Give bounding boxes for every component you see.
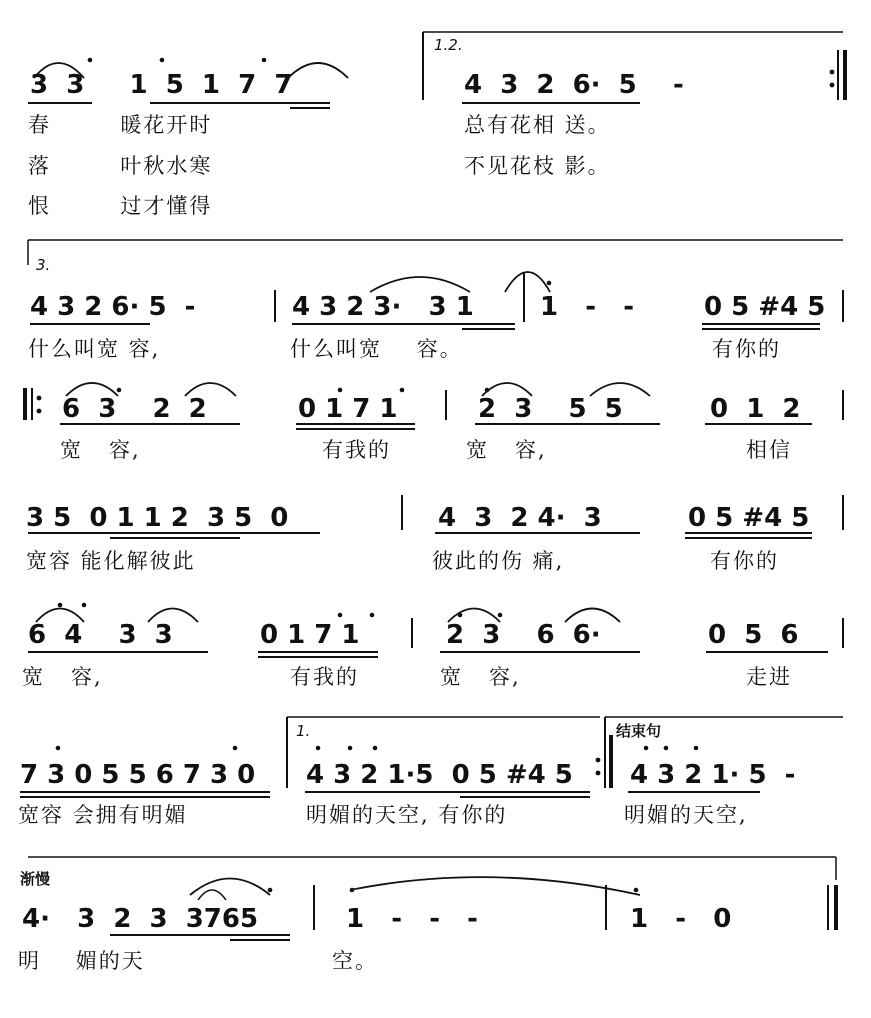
notes-row4-m3: 0 5 #4 5 [688,503,810,533]
lyric-row3-d: 相信 [746,438,792,462]
notes-row1-a: 3 3 1 5 1 7 7 [30,70,293,100]
lyric-row7-b: 空。 [332,949,378,973]
notes-row5-m4: 0 5 6 [708,620,799,650]
notes-row3-m1: 6 3 2 2 [62,394,207,424]
lyric-row5-c: 宽 容, [440,665,521,689]
lyric-line-2: 落 叶秋水寒 [28,154,213,178]
notes-row3-m2: 0 1 7 1 [298,394,398,424]
lyric-row6-a: 宽容 会拥有明媚 [18,803,188,827]
lyric-row3-a: 宽 容, [60,438,141,462]
lyric-row6-c: 明媚的天空, [624,803,748,827]
notes-row5-m2: 0 1 7 1 [260,620,360,650]
notes-row2-m2: 4 3 2 3· 3 1 [292,292,474,322]
notes-row2-m4: 0 5 #4 5 [704,292,826,322]
notes-row5-m3: 2 3 6 6· [446,620,601,650]
notes-row3-m3: 2 3 5 5 [478,394,623,424]
notes-row2-m3: 1 - - [540,292,634,322]
lyric-row4-a: 宽容 能化解彼此 [26,549,196,573]
notes-row5-m1: 6 4 3 3 [28,620,173,650]
notes-row6-m1: 7 3 0 5 5 6 7 3 0 [20,760,256,790]
lyric-row5-b: 有我的 [290,665,359,689]
volta-label: 3. [36,256,51,274]
lyric-row7-a: 明 媚的天 [18,949,145,973]
tempo-marking: 渐慢 [20,870,51,888]
lyric-row3-c: 宽 容, [466,438,547,462]
volta-label: 1. [296,722,311,740]
lyric-row3-b: 有我的 [322,438,391,462]
lyric-row5-d: 走进 [746,665,792,689]
lyric-row5-a: 宽 容, [22,665,103,689]
notes-row3-m4: 0 1 2 [710,394,801,424]
lyric-row4-c: 有你的 [710,549,779,573]
notes-row7-m3: 1 - 0 [630,904,732,934]
lyric-row6-b: 明媚的天空, 有你的 [306,803,508,827]
notes-row1-b: 4 3 2 6· 5 - [464,70,684,100]
ending-label: 结束句 [616,722,662,740]
notes-row7-m1: 4· 3 2 3 3765 [22,904,259,934]
lyric-row2-a: 什么叫宽 容, [28,337,161,361]
lyric-row4-b: 彼此的伤 痛, [432,549,565,573]
notes-row2-m1: 4 3 2 6· 5 - [30,292,196,322]
volta-label: 1.2. [434,36,463,54]
lyric-row2-c: 有你的 [712,337,781,361]
notes-row6-m2: 4 3 2 1·5 0 5 #4 5 [306,760,573,790]
notes-row6-m3: 4 3 2 1· 5 - [630,760,796,790]
lyric-line-1b: 总有花相 送。 [464,113,611,137]
lyric-row2-b: 什么叫宽 容。 [290,337,463,361]
notes-row7-m2: 1 - - - [346,904,478,934]
notes-row4-m2: 4 3 2 4· 3 [438,503,602,533]
lyric-line-3: 恨 过才懂得 [28,194,213,218]
lyric-line-1: 春 暖花开时 [28,113,213,137]
lyric-line-2b: 不见花枝 影。 [464,154,611,178]
notes-row4-m1: 3 5 0 1 1 2 3 5 0 [26,503,289,533]
